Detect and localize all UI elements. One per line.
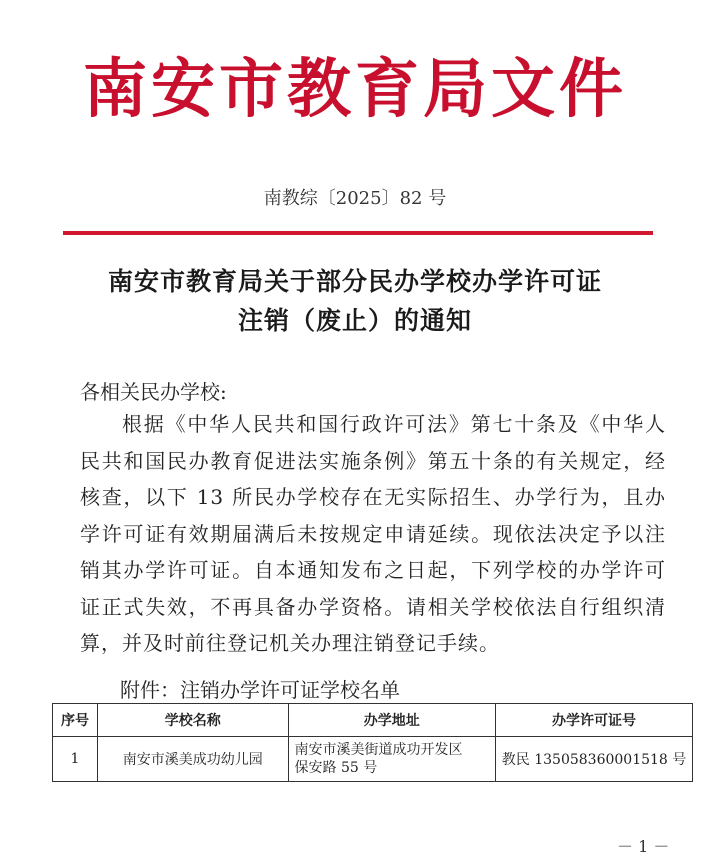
notice-title-line1: 南安市教育局关于部分民办学校办学许可证 xyxy=(107,267,602,296)
header-school-name: 学校名称 xyxy=(97,704,288,737)
page-number: － 1 － xyxy=(617,837,670,856)
cell-school-name: 南安市溪美成功幼儿园 xyxy=(97,737,288,782)
address-line2: 保安路 55 号 xyxy=(294,760,378,776)
table-row xyxy=(53,737,693,782)
header-license: 办学许可证号 xyxy=(496,704,693,737)
attachment-label: 附件：注销办学许可证学校名单 xyxy=(120,678,400,702)
header-number: 序号 xyxy=(53,704,98,737)
school-list-table xyxy=(52,703,693,782)
header-address: 办学地址 xyxy=(288,704,496,737)
table-header-row xyxy=(53,704,693,737)
cell-number: 1 xyxy=(53,737,98,782)
body-paragraph: 根据《中华人民共和国行政许可法》第七十条及《中华人民共和国民办教育促进法实施条例》第五十条的有关规定，经核查，以下 13 所民办学校存在无实际招生、办学行为，且办学许可证有效期届满后未按规定申请延续。现依法决定予以注销其办学许可证。自本通知发布之日起，下列学校的办学许可证正式失效，不再具备办学资格。请相关学校依法自行组织清算，并及时前往登记机关办理注销登记手续。 xyxy=(80,412,666,655)
cell-address xyxy=(288,737,496,782)
address-line1: 南安市溪美街道成功开发区 xyxy=(294,742,463,758)
cell-license: 教民 135058360001518 号 xyxy=(496,737,693,782)
red-divider-rule xyxy=(63,231,653,235)
notice-title-line2: 注销（废止）的通知 xyxy=(237,306,472,335)
issuer-header-title: 南安市教育局文件 xyxy=(83,52,627,127)
addressee: 各相关民办学校: xyxy=(80,380,227,404)
document-number: 南教综〔2025〕82 号 xyxy=(263,188,447,209)
